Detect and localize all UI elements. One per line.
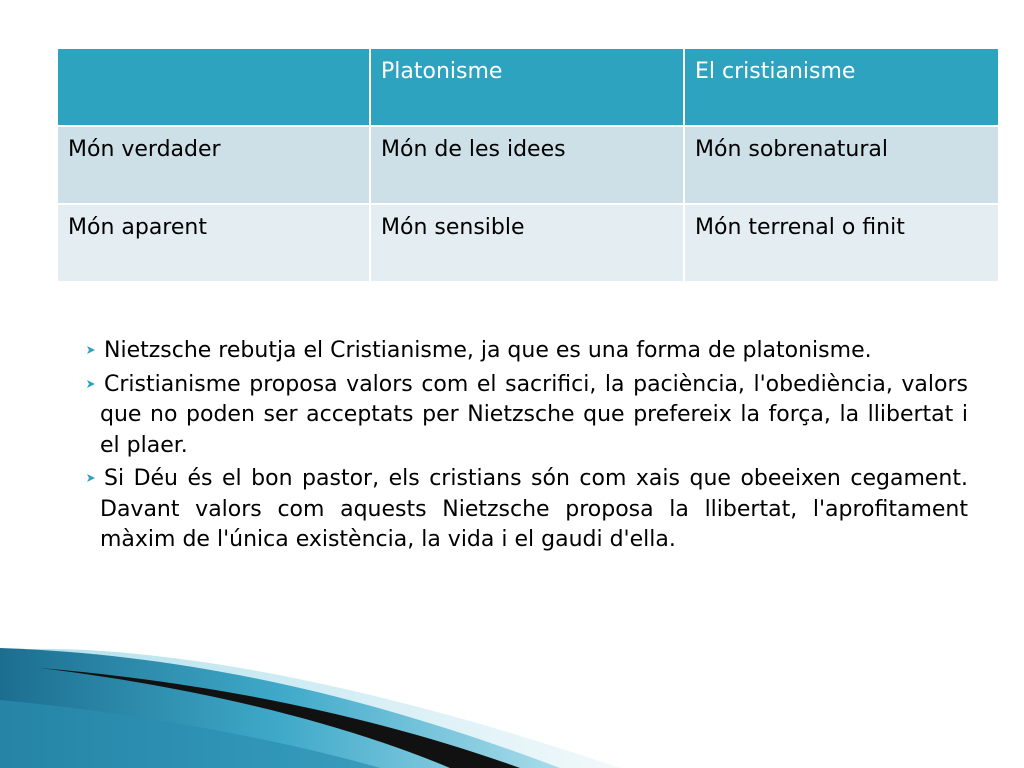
- bullet-arrow-icon: [86, 370, 96, 401]
- table-cell: Món terrenal o finit: [684, 204, 999, 282]
- table-cell: Món sensible: [370, 204, 684, 282]
- paragraph: [100, 370, 968, 462]
- paragraph-text: Nietzsche rebutja el Cristianisme, ja que es una forma de platonisme.: [104, 338, 872, 363]
- header-cell-platonisme: Platonisme: [370, 48, 684, 126]
- bullet-arrow-icon: [86, 336, 96, 367]
- body-text: [100, 336, 968, 559]
- paragraph-text: Si Déu és el bon pastor, els cristians són com xais que obeeixen cegament. Davant valors com aquests Nietzsche proposa la llibertat, l'aprofitament màxim de l'única existència, la vida i el gaudi d'ella.: [100, 466, 968, 552]
- table-cell: Món verdader: [57, 126, 370, 204]
- bullet-arrow-icon: [86, 464, 96, 495]
- paragraph: [100, 464, 968, 556]
- paragraph-text: Cristianisme proposa valors com el sacrifici, la paciència, l'obediència, valors que no poden ser acceptats per Nietzsche que prefereix la força, la llibertat i el plaer.: [100, 371, 968, 458]
- table-header-row: [57, 48, 999, 126]
- paragraph: [100, 336, 968, 367]
- table-cell: Món sobrenatural: [684, 126, 999, 204]
- header-cell-empty: [57, 48, 370, 126]
- table-row: [57, 126, 999, 204]
- table-row: [57, 204, 999, 282]
- table-cell: Món de les idees: [370, 126, 684, 204]
- header-cell-cristianisme: El cristianisme: [684, 48, 999, 126]
- table-cell: Món aparent: [57, 204, 370, 282]
- comparison-table: [56, 47, 1000, 283]
